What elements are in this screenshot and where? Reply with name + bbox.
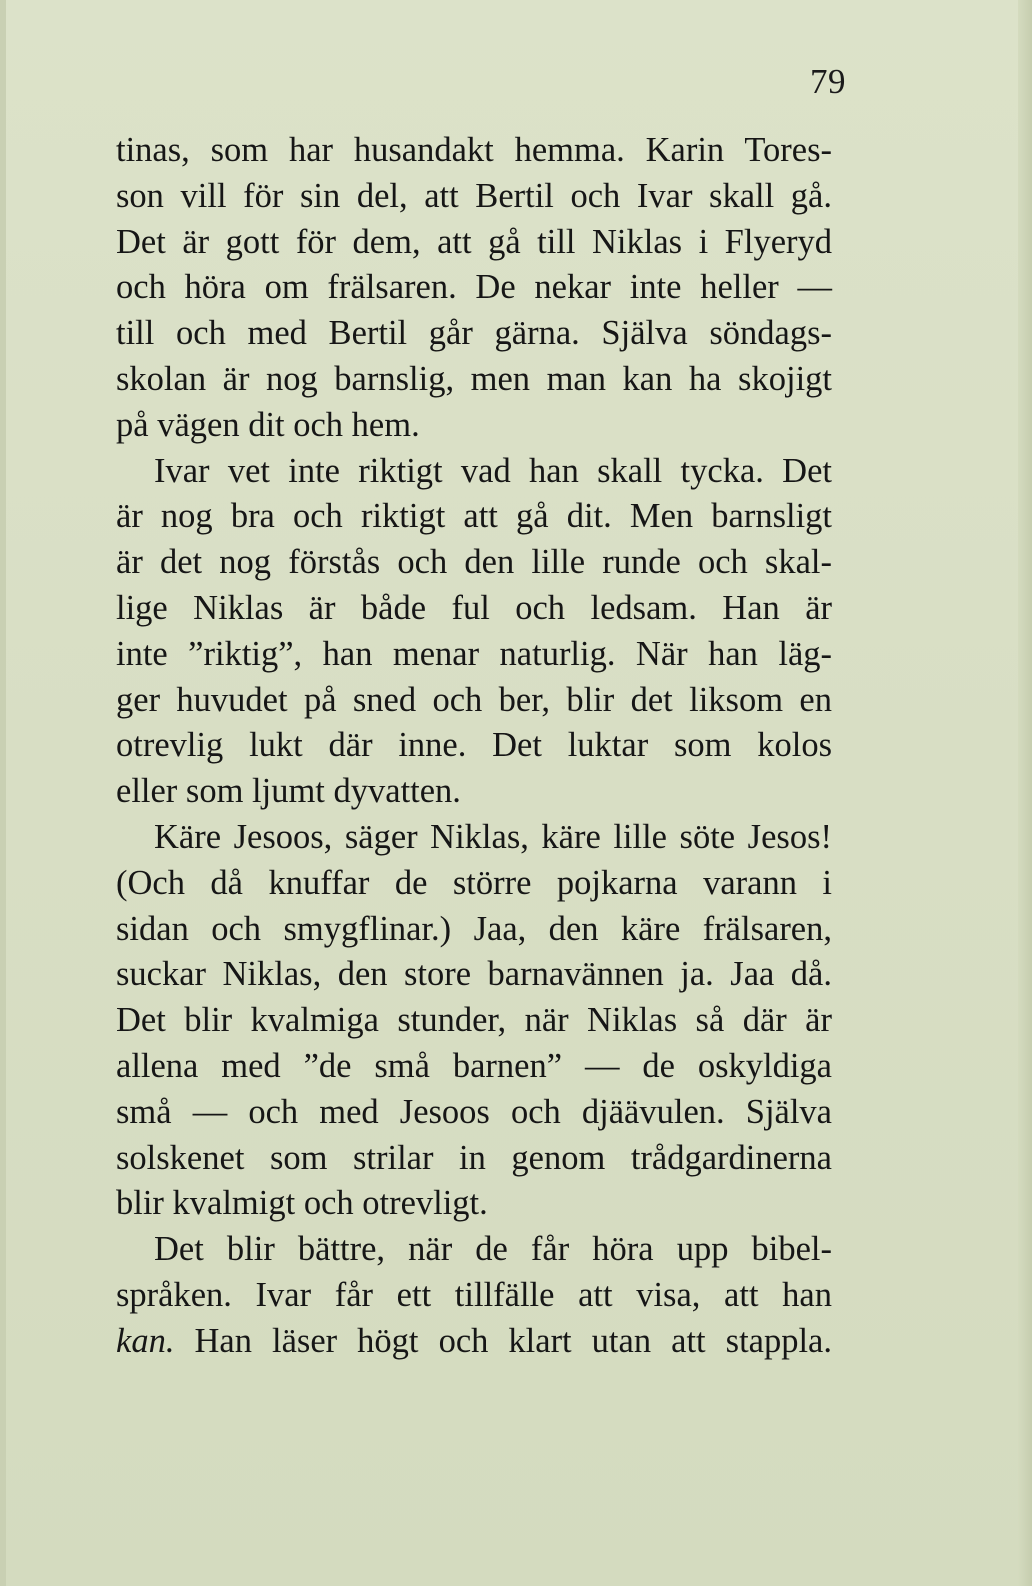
- text-line: inte ”riktig”, han menar naturlig. När han läg-: [116, 634, 832, 673]
- text-line: Ivar vet inte riktigt vad han skall tycka. Det: [154, 451, 832, 490]
- text-line: på vägen dit och hem.: [116, 405, 420, 444]
- italic-word: kan.: [116, 1321, 175, 1360]
- text-line: (Och då knuffar de större pojkarna varann i: [116, 863, 832, 902]
- final-line-rest: Han läser högt och klart utan att stappla.: [174, 1321, 832, 1360]
- page-number: 79: [810, 62, 846, 101]
- text-line: skolan är nog barnslig, men man kan ha skojigt: [116, 359, 832, 398]
- text-line: och höra om frälsaren. De nekar inte heller —: [116, 268, 832, 307]
- text-line: solskenet som strilar in genom trådgardinerna: [116, 1138, 832, 1177]
- text-line: är det nog förstås och den lille runde och skal-: [116, 543, 832, 582]
- text-line: sidan och smygflinar.) Jaa, den käre frälsaren,: [116, 909, 832, 948]
- text-line: tinas, som har husandakt hemma. Karin Tores-: [116, 131, 832, 169]
- text-line: lige Niklas är både ful och ledsam. Han är: [116, 588, 832, 627]
- text-line: till och med Bertil går gärna. Själva söndags-: [116, 314, 832, 353]
- final-line: [116, 1319, 832, 1365]
- page-edge-right: [1018, 0, 1032, 1586]
- text-line: son vill för sin del, att Bertil och Ivar skall gå.: [116, 176, 832, 215]
- body-text: [116, 128, 832, 1365]
- text-line: eller som ljumt dyvatten.: [116, 772, 461, 811]
- text-line: små — och med Jesoos och djäävulen. Själva: [116, 1092, 832, 1131]
- text-line: är nog bra och riktigt att gå dit. Men barnsligt: [116, 497, 832, 536]
- text-line: blir kvalmigt och otrevligt.: [116, 1184, 488, 1223]
- text-line: Käre Jesoos, säger Niklas, käre lille söte Jesos!: [154, 817, 832, 856]
- page-edge-left: [0, 0, 6, 1586]
- text-line: suckar Niklas, den store barnavännen ja. Jaa då.: [116, 955, 832, 994]
- text-line: Det blir kvalmiga stunder, när Niklas så där är: [116, 1001, 832, 1040]
- text-line: Det blir bättre, när de får höra upp bibel-: [154, 1230, 832, 1269]
- text-line: Det är gott för dem, att gå till Niklas i Flyeryd: [116, 222, 832, 261]
- text-line: språken. Ivar får ett tillfälle att visa, att han: [116, 1275, 832, 1314]
- text-line: allena med ”de små barnen” — de oskyldiga: [116, 1046, 832, 1085]
- text-line: otrevlig lukt där inne. Det luktar som kolos: [116, 726, 832, 765]
- text-line: ger huvudet på sned och ber, blir det liksom en: [116, 680, 832, 719]
